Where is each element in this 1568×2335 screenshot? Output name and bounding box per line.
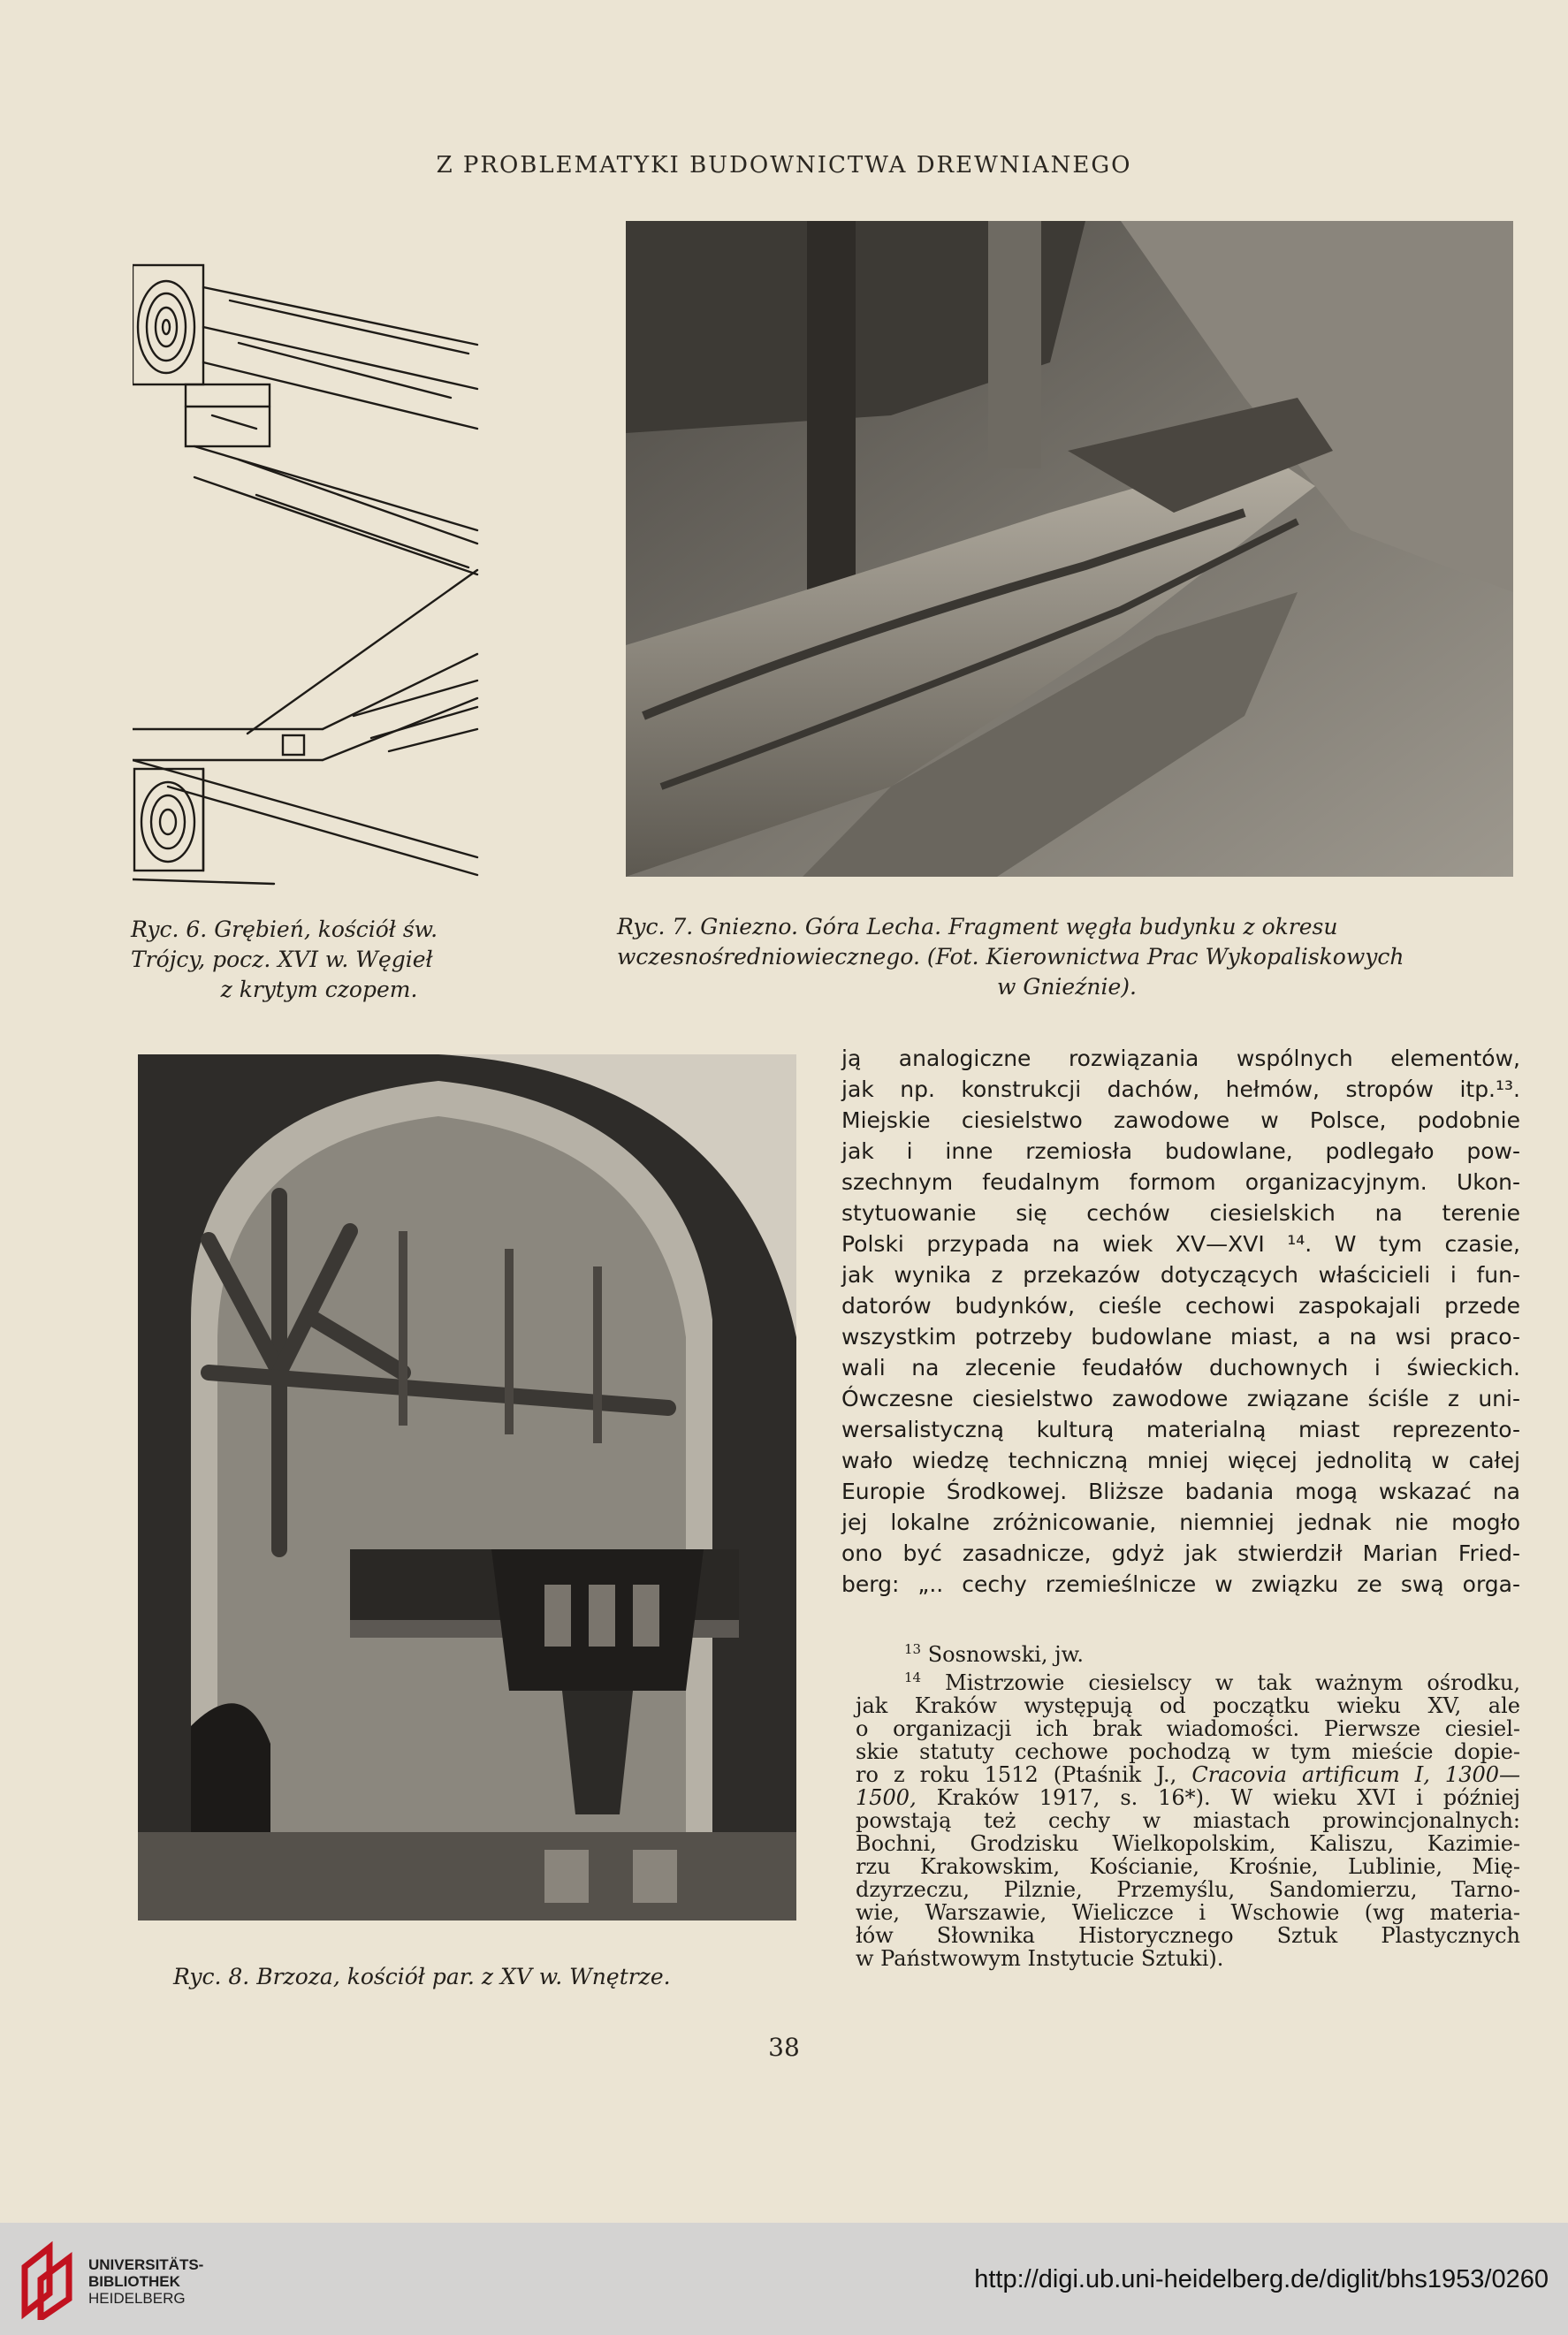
footnote-line: o organizacji ich brak wiadomości. Pierwsze ciesiel- bbox=[856, 1716, 1520, 1741]
body-line: wszystkim potrzeby budowlane miast, a na wsi praco- bbox=[841, 1324, 1520, 1350]
body-line: berg: „.. cechy rzemieślnicze w związku ze swą orga- bbox=[841, 1571, 1520, 1597]
footnote-line: dzyrzeczu, Pilznie, Przemyślu, Sandomierzu, Tarno- bbox=[856, 1877, 1520, 1902]
body-line: jak i inne rzemiosła budowlane, podlegało pow- bbox=[841, 1138, 1520, 1164]
figure-6-drawing bbox=[133, 239, 495, 893]
caption-line: Ryc. 6. Grębień, kościół św. bbox=[131, 917, 438, 942]
footnote-text: ro z roku 1512 (Ptaśnik J., bbox=[856, 1762, 1192, 1787]
figure-7-photo bbox=[626, 221, 1513, 877]
excavation-photo bbox=[626, 221, 1513, 877]
footnote-line: w Państwowym Instytucie Sztuki). bbox=[856, 1946, 1224, 1971]
footnote-line: Bochni, Grodzisku Wielkopolskim, Kaliszu, Kazimie- bbox=[856, 1831, 1520, 1856]
body-line: jak np. konstrukcji dachów, hełmów, stropów itp.¹³. bbox=[841, 1076, 1520, 1102]
library-name-line: HEIDELBERG bbox=[88, 2290, 186, 2307]
body-line: jak wynika z przekazów dotyczących właścicieli i fun- bbox=[841, 1262, 1520, 1288]
footnote-text: Mistrzowie ciesielscy w tak ważnym ośrodku, bbox=[945, 1670, 1520, 1695]
library-footer bbox=[0, 2223, 1568, 2335]
footnote-line: jak Kraków występują od początku wieku XV, ale bbox=[856, 1693, 1520, 1718]
body-line: jej lokalne zróżnicowanie, niemniej jednak nie mogło bbox=[841, 1510, 1520, 1535]
footnote-line-with-title bbox=[856, 1763, 1520, 1786]
footnote-line: rzu Krakowskim, Kościanie, Krośnie, Lublinie, Mię- bbox=[856, 1854, 1520, 1879]
log-joint-illustration bbox=[133, 239, 495, 893]
work-title: Cracovia artificum I, 1300— bbox=[1191, 1762, 1521, 1787]
figure-6-caption bbox=[131, 915, 507, 1005]
body-text-column bbox=[841, 1043, 1520, 1600]
church-interior-photo bbox=[138, 1054, 796, 1920]
footnote-mark: 13 bbox=[904, 1641, 922, 1657]
body-line: datorów budynków, cieśle cechowi zaspokajali przede bbox=[841, 1293, 1520, 1319]
caption-line: z krytym czopem. bbox=[220, 977, 418, 1002]
footnote-13 bbox=[856, 1638, 1520, 1666]
footnote-text: Kraków 1917, s. 16*). W wieku XVI i później bbox=[916, 1785, 1520, 1810]
footnote-line-with-title bbox=[856, 1786, 1520, 1809]
figure-8-photo bbox=[138, 1054, 796, 1920]
body-line: ją analogiczne rozwiązania wspólnych elementów, bbox=[841, 1046, 1520, 1071]
footnote-line: skie statuty cechowe pochodzą w tym mieście dopie- bbox=[856, 1739, 1520, 1764]
footnote-line: wie, Warszawie, Wieliczce i Wschowie (wg materia- bbox=[856, 1900, 1520, 1925]
caption-line: Ryc. 7. Gniezno. Góra Lecha. Fragment węgła budynku z okresu bbox=[617, 914, 1338, 939]
body-line: ono być zasadnicze, gdyż jak stwierdził Marian Fried- bbox=[841, 1540, 1520, 1566]
body-line: wersalistyczną kulturą materialną miast reprezento- bbox=[841, 1417, 1520, 1442]
body-line: Polski przypada na wiek XV—XVI ¹⁴. W tym czasie, bbox=[841, 1231, 1520, 1257]
body-line: Ówczesne ciesielstwo zawodowe związane ściśle z uni- bbox=[841, 1386, 1520, 1411]
work-title: 1500, bbox=[856, 1785, 917, 1810]
caption-line: w Gnieźnie). bbox=[997, 974, 1137, 1000]
library-name bbox=[88, 2256, 203, 2307]
library-name-line: BIBLIOTHEK bbox=[88, 2273, 180, 2290]
footnote-mark: 14 bbox=[904, 1669, 922, 1685]
figure-8-caption: Ryc. 8. Brzoza, kościół par. z XV w. Wnętrze. bbox=[173, 1964, 671, 1989]
body-line: Miejskie ciesielstwo zawodowe w Polsce, podobnie bbox=[841, 1107, 1520, 1133]
caption-line: Trójcy, pocz. XVI w. Węgieł bbox=[131, 947, 433, 972]
body-line: szechnym feudalnym formom organizacyjnym. Ukon- bbox=[841, 1169, 1520, 1195]
body-line: stytuowanie się cechów ciesielskich na terenie bbox=[841, 1200, 1520, 1226]
source-url-link[interactable]: http://digi.ub.uni-heidelberg.de/diglit/bhs1953/0260 bbox=[974, 2265, 1549, 2293]
footnote-line: łów Słownika Historycznego Sztuk Plastycznych bbox=[856, 1923, 1520, 1948]
library-name-line: UNIVERSITÄTS- bbox=[88, 2256, 204, 2273]
caption-line: wczesnośredniowiecznego. (Fot. Kierownictwa Prac Wykopaliskowych bbox=[617, 944, 1404, 970]
page-number: 38 bbox=[768, 2033, 800, 2062]
footnote-line: powstają też cechy w miastach prowincjonalnych: bbox=[856, 1808, 1520, 1833]
body-line: wali na zlecenie feudałów duchownych i świeckich. bbox=[841, 1355, 1520, 1380]
footnote-14-first-line bbox=[856, 1666, 1520, 1694]
running-title: Z PROBLEMATYKI BUDOWNICTWA DREWNIANEGO bbox=[436, 152, 1132, 179]
figure-7-caption bbox=[617, 912, 1517, 1002]
library-logo-icon bbox=[18, 2240, 78, 2320]
body-line: wało wiedzę techniczną mniej więcej jednolitą w całej bbox=[841, 1448, 1520, 1473]
footnote-text: Sosnowski, jw. bbox=[927, 1642, 1084, 1667]
body-line: Europie Środkowej. Bliższe badania mogą wskazać na bbox=[841, 1479, 1520, 1504]
footnotes bbox=[856, 1638, 1520, 1970]
